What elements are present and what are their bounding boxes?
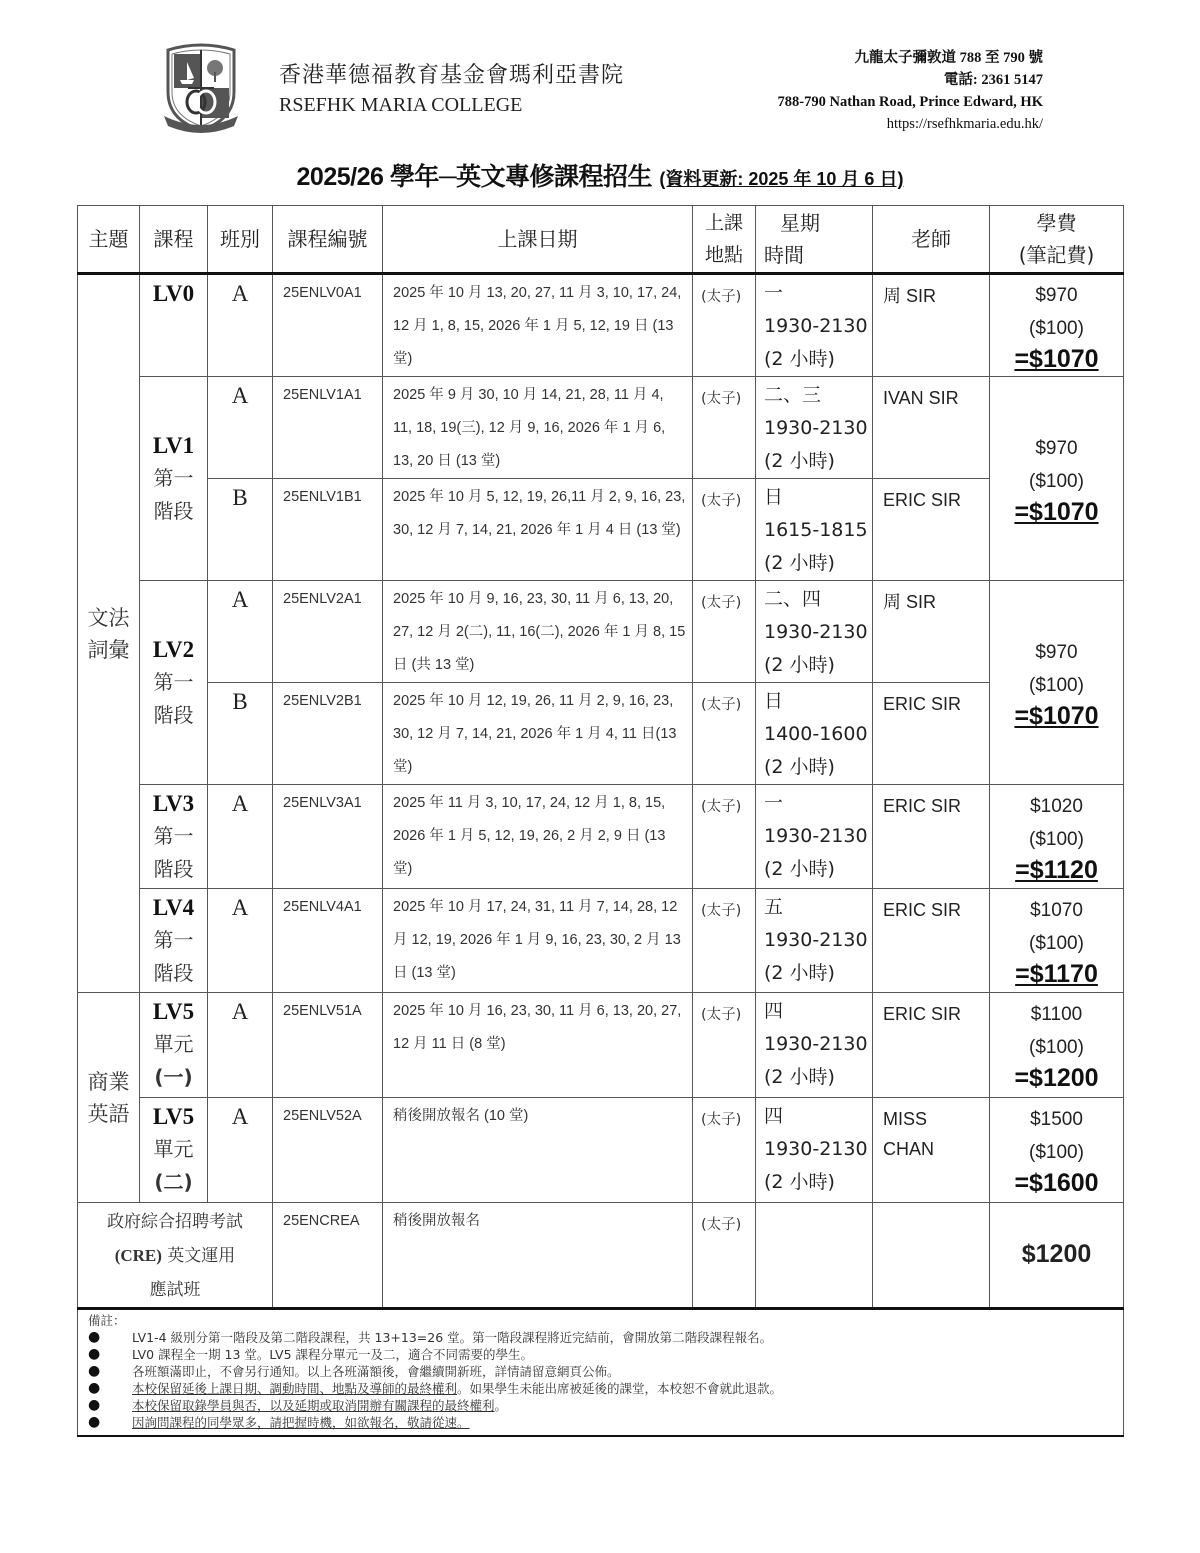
school-name-en: RSEFHK MARIA COLLEGE xyxy=(279,94,523,116)
title-updated: (資料更新: 2025 年 10 月 6 日) xyxy=(659,169,904,189)
bullet-icon: ● xyxy=(88,1346,101,1362)
header-time: 星期 時間 xyxy=(756,206,873,274)
table-row xyxy=(78,274,1124,377)
class-cell: A xyxy=(208,377,273,479)
class-cell: A xyxy=(208,785,273,889)
course-cell: LV4 第一 階段 xyxy=(140,889,208,993)
location-cell: (太子) xyxy=(693,889,756,993)
class-cell: A xyxy=(208,581,273,683)
teacher-cell: ERIC SIR xyxy=(873,889,990,993)
remark-item: ● 本校保留延後上課日期、調動時間、地點及導師的最終權利。如果學生未能出席被延後的課堂，本校恕不會就此退款。 xyxy=(88,1380,783,1396)
remarks xyxy=(78,1309,1124,1437)
class-cell: A xyxy=(208,274,273,377)
teacher-cell: 周 SIR xyxy=(873,274,990,377)
code-cell: 25ENLV3A1 xyxy=(273,785,383,889)
class-cell: A xyxy=(208,993,273,1098)
code-cell: 25ENLV2B1 xyxy=(273,683,383,785)
code-cell: 25ENLV1B1 xyxy=(273,479,383,581)
location-cell: (太子) xyxy=(693,1098,756,1203)
time-cell: 四 1930-2130 (2 小時) xyxy=(756,993,873,1098)
teacher-cell xyxy=(873,1203,990,1309)
website-link[interactable]: https://rsefhkmaria.edu.hk/ xyxy=(886,116,1043,132)
phone: 電話: 2361 5147 xyxy=(943,72,1043,88)
fee-cell: $1020 ($100) =$1120 xyxy=(990,785,1124,889)
course-cell: LV1 第一 階段 xyxy=(140,377,208,581)
remark-item: ● 因詢問課程的同學眾多，請把握時機，如欲報名，敬請從速。 xyxy=(88,1414,470,1430)
table-row xyxy=(78,1098,1124,1203)
location-cell: (太子) xyxy=(693,1203,756,1309)
bullet-icon: ● xyxy=(88,1363,101,1379)
dates-cell: 2025 年 10 月 17, 24, 31, 11 月 7, 14, 28, 12 月 12, 19, 2026 年 1 月 9, 16, 23, 30, 2 月 13 日 (13 堂) xyxy=(383,889,693,993)
fee-cell: $1100 ($100) =$1200 xyxy=(990,993,1124,1098)
dates-cell: 2025 年 10 月 9, 16, 23, 30, 11 月 6, 13, 20, 27, 12 月 2(二), 11, 16(二), 2026 年 1 月 8, 15 日 (共 13 堂) xyxy=(383,581,693,683)
teacher-cell: MISS CHAN xyxy=(873,1098,990,1203)
table-header-row xyxy=(78,206,1124,274)
time-cell xyxy=(756,1203,873,1309)
location-cell: (太子) xyxy=(693,581,756,683)
course-schedule-table xyxy=(77,205,1124,1437)
code-cell: 25ENLV51A xyxy=(273,993,383,1098)
contact-block xyxy=(778,47,1043,135)
address-zh: 九龍太子彌敦道 788 至 790 號 xyxy=(854,50,1043,66)
class-cell: B xyxy=(208,683,273,785)
time-cell: 五 1930-2130 (2 小時) xyxy=(756,889,873,993)
code-cell: 25ENLV2A1 xyxy=(273,581,383,683)
time-cell: 日 1400-1600 (2 小時) xyxy=(756,683,873,785)
course-cell: LV3 第一 階段 xyxy=(140,785,208,889)
header-fee: 學費 (筆記費) xyxy=(990,206,1124,274)
header-code: 課程編號 xyxy=(273,206,383,274)
code-cell: 25ENLV0A1 xyxy=(273,274,383,377)
teacher-cell: ERIC SIR xyxy=(873,683,990,785)
time-cell: 一 1930-2130 (2 小時) xyxy=(756,785,873,889)
course-cell: LV0 xyxy=(140,274,208,377)
title-main: 2025/26 學年─英文專修課程招生 xyxy=(296,163,653,191)
bullet-icon: ● xyxy=(88,1329,101,1345)
location-cell: (太子) xyxy=(693,785,756,889)
location-cell: (太子) xyxy=(693,274,756,377)
course-cell: LV2 第一 階段 xyxy=(140,581,208,785)
bullet-icon: ● xyxy=(88,1414,101,1430)
class-cell: B xyxy=(208,479,273,581)
fee-cell: $1070 ($100) =$1170 xyxy=(990,889,1124,993)
subject-business: 商業 英語 xyxy=(78,993,140,1203)
class-cell: A xyxy=(208,889,273,993)
table-row xyxy=(78,581,1124,683)
dates-cell: 2025 年 10 月 16, 23, 30, 11 月 6, 13, 20, 27, 12 月 11 日 (8 堂) xyxy=(383,993,693,1098)
dates-cell: 2025 年 10 月 5, 12, 19, 26,11 月 2, 9, 16, 23, 30, 12 月 7, 14, 21, 2026 年 1 月 4 日 (13 堂) xyxy=(383,479,693,581)
bullet-icon: ● xyxy=(88,1397,101,1413)
school-crest-icon xyxy=(162,42,240,134)
remark-item: ● 各班額滿即止，不會另行通知。以上各班滿額後，會繼續開新班，詳情請留意網頁公佈。 xyxy=(88,1363,620,1379)
fee-cell: $1200 xyxy=(990,1203,1124,1309)
dates-cell: 2025 年 10 月 13, 20, 27, 11 月 3, 10, 17, 24, 12 月 1, 8, 15, 2026 年 1 月 5, 12, 19 日 (13 堂) xyxy=(383,274,693,377)
teacher-cell: ERIC SIR xyxy=(873,785,990,889)
class-cell: A xyxy=(208,1098,273,1203)
remark-item: ● 本校保留取錄學員與否，以及延期或取消開辦有關課程的最終權利。 xyxy=(88,1397,508,1413)
page-title xyxy=(0,157,1200,193)
header-course: 課程 xyxy=(140,206,208,274)
bullet-icon: ● xyxy=(88,1380,101,1396)
teacher-cell: ERIC SIR xyxy=(873,993,990,1098)
table-row xyxy=(78,479,1124,581)
remark-item: ● LV0 課程全一期 13 堂。LV5 課程分單元一及二，適合不同需要的學生。 xyxy=(88,1346,533,1362)
remarks-label: 備註： xyxy=(88,1313,126,1328)
teacher-cell: 周 SIR xyxy=(873,581,990,683)
dates-cell: 2025 年 10 月 12, 19, 26, 11 月 2, 9, 16, 23, 30, 12 月 7, 14, 21, 2026 年 1 月 4, 11 日(13 堂) xyxy=(383,683,693,785)
time-cell: 日 1615-1815 (2 小時) xyxy=(756,479,873,581)
time-cell: 二、三 1930-2130 (2 小時) xyxy=(756,377,873,479)
header-subject: 主題 xyxy=(78,206,140,274)
time-cell: 二、四 1930-2130 (2 小時) xyxy=(756,581,873,683)
code-cell: 25ENLV4A1 xyxy=(273,889,383,993)
cre-course-cell: 政府綜合招聘考試 (CRE) 英文運用 應試班 xyxy=(78,1203,273,1309)
dates-cell: 稍後開放報名 xyxy=(383,1203,693,1309)
teacher-cell: IVAN SIR xyxy=(873,377,990,479)
header-teacher: 老師 xyxy=(873,206,990,274)
time-cell: 四 1930-2130 (2 小時) xyxy=(756,1098,873,1203)
code-cell: 25ENCREA xyxy=(273,1203,383,1309)
dates-cell: 2025 年 11 月 3, 10, 17, 24, 12 月 1, 8, 15, 2026 年 1 月 5, 12, 19, 26, 2 月 2, 9 日 (13 堂) xyxy=(383,785,693,889)
table-row xyxy=(78,993,1124,1098)
teacher-cell: ERIC SIR xyxy=(873,479,990,581)
code-cell: 25ENLV1A1 xyxy=(273,377,383,479)
header-class: 班別 xyxy=(208,206,273,274)
code-cell: 25ENLV52A xyxy=(273,1098,383,1203)
fee-cell: $970 ($100) =$1070 xyxy=(990,377,1124,581)
table-row xyxy=(78,785,1124,889)
dates-cell: 稍後開放報名 (10 堂) xyxy=(383,1098,693,1203)
fee-cell: $970 ($100) =$1070 xyxy=(990,274,1124,377)
course-cell: LV5 單元 (一) xyxy=(140,993,208,1098)
remarks-row xyxy=(78,1309,1124,1437)
time-cell: 一 1930-2130 (2 小時) xyxy=(756,274,873,377)
subject-grammar: 文法 詞彙 xyxy=(78,274,140,993)
address-en: 788-790 Nathan Road, Prince Edward, HK xyxy=(777,94,1043,110)
table-row xyxy=(78,889,1124,993)
table-row xyxy=(78,683,1124,785)
location-cell: (太子) xyxy=(693,993,756,1098)
fee-cell: $1500 ($100) =$1600 xyxy=(990,1098,1124,1203)
remark-item: ● LV1-4 級別分第一階段及第二階段課程，共 13+13=26 堂。第一階段課程將近完結前，會開放第二階段課程報名。 xyxy=(88,1329,773,1345)
course-cell: LV5 單元 (二) xyxy=(140,1098,208,1203)
fee-cell: $970 ($100) =$1070 xyxy=(990,581,1124,785)
location-cell: (太子) xyxy=(693,377,756,479)
header-dates: 上課日期 xyxy=(383,206,693,274)
header-location: 上課 地點 xyxy=(693,206,756,274)
school-name-zh: 香港華德福教育基金會瑪利亞書院 xyxy=(279,63,625,88)
location-cell: (太子) xyxy=(693,683,756,785)
location-cell: (太子) xyxy=(693,479,756,581)
table-row xyxy=(78,377,1124,479)
dates-cell: 2025 年 9 月 30, 10 月 14, 21, 28, 11 月 4, 11, 18, 19(三), 12 月 9, 16, 2026 年 1 月 6, 13, 20 日 (13 堂) xyxy=(383,377,693,479)
table-row xyxy=(78,1203,1124,1309)
